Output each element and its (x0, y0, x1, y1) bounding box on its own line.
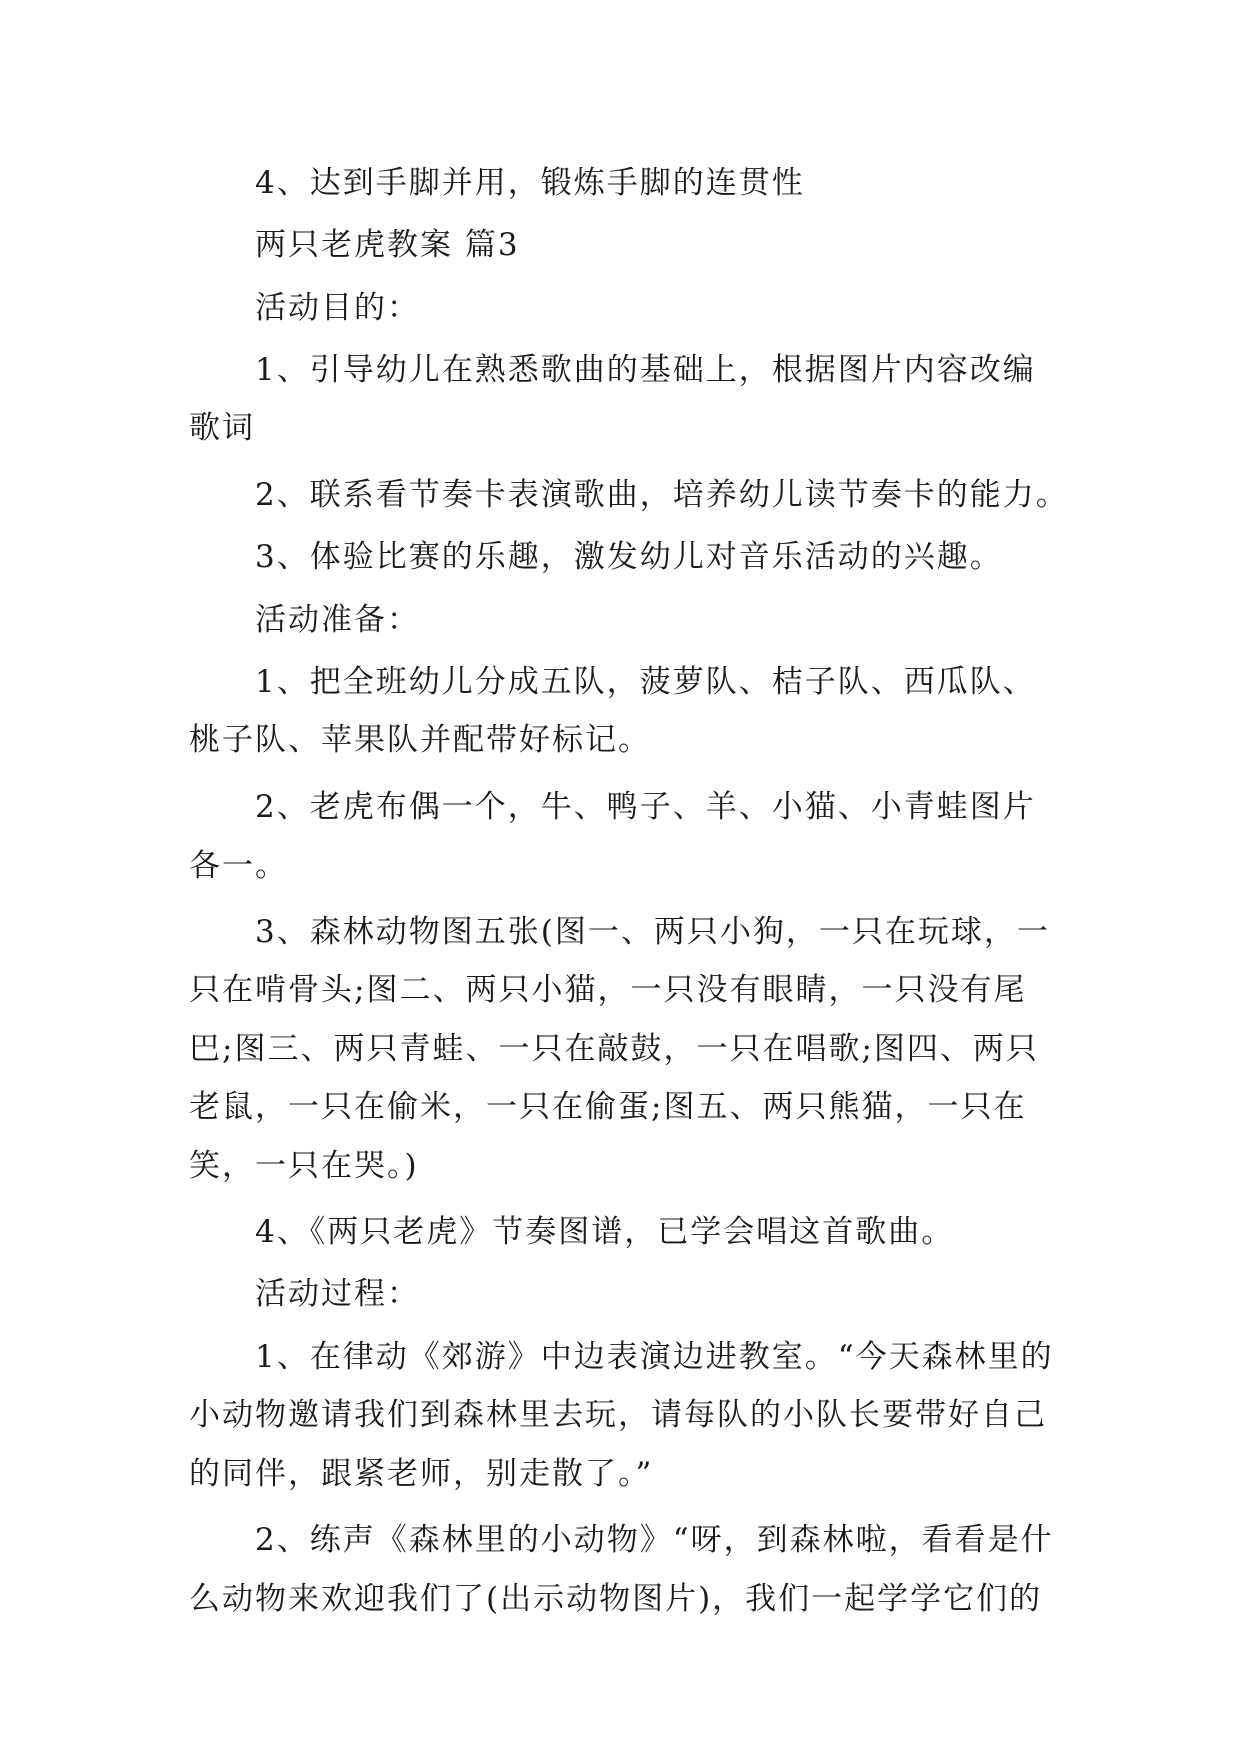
text-line: 1、在律动《郊游》中边表演边进教室。“今天森林里的 (255, 1339, 1054, 1375)
text-line: 么动物来欢迎我们了(出示动物图片)，我们一起学学它们的 (189, 1581, 1043, 1617)
text-line: 3、森林动物图五张(图一、两只小狗，一只在玩球，一 (255, 914, 1050, 950)
text-line: 3、体验比赛的乐趣，激发幼儿对音乐活动的兴趣。 (255, 539, 1003, 575)
text-line: 活动准备： (255, 602, 420, 638)
text-line: 两只老虎教案 篇3 (255, 227, 520, 263)
text-line: 2、练声《森林里的小动物》“呀，到森林啦，看看是什 (255, 1522, 1054, 1558)
text-line: 2、老虎布偶一个，牛、鸭子、羊、小猫、小青蛙图片 (255, 789, 1036, 825)
text-line: 1、把全班幼儿分成五队，菠萝队、桔子队、西瓜队、 (255, 664, 1036, 700)
text-line: 小动物邀请我们到森林里去玩，请每队的小队长要带好自己 (189, 1397, 1047, 1433)
text-line: 巴;图三、两只青蛙、一只在敲鼓，一只在唱歌;图四、两只 (189, 1031, 1039, 1067)
text-line: 老鼠，一只在偷米，一只在偷蛋;图五、两只熊猫，一只在 (189, 1089, 1027, 1125)
text-line: 桃子队、苹果队并配带好标记。 (189, 722, 651, 758)
text-line: 的同伴，跟紧老师，别走散了。” (189, 1456, 654, 1492)
text-line: 笑，一只在哭。) (189, 1148, 419, 1184)
text-line: 2、联系看节奏卡表演歌曲，培养幼儿读节奏卡的能力。 (255, 477, 1069, 513)
text-line: 1、引导幼儿在熟悉歌曲的基础上，根据图片内容改编 (255, 352, 1036, 388)
text-line: 只在啃骨头;图二、两只小猫，一只没有眼睛，一只没有尾 (189, 972, 1027, 1008)
text-line: 4、《两只老虎》节奏图谱，已学会唱这首歌曲。 (255, 1214, 955, 1250)
text-line: 4、达到手脚并用，锻炼手脚的连贯性 (255, 165, 805, 201)
text-line: 歌词 (189, 410, 255, 446)
text-line: 各一。 (189, 848, 288, 884)
text-line: 活动过程： (255, 1276, 420, 1312)
text-line: 活动目的： (255, 290, 420, 326)
